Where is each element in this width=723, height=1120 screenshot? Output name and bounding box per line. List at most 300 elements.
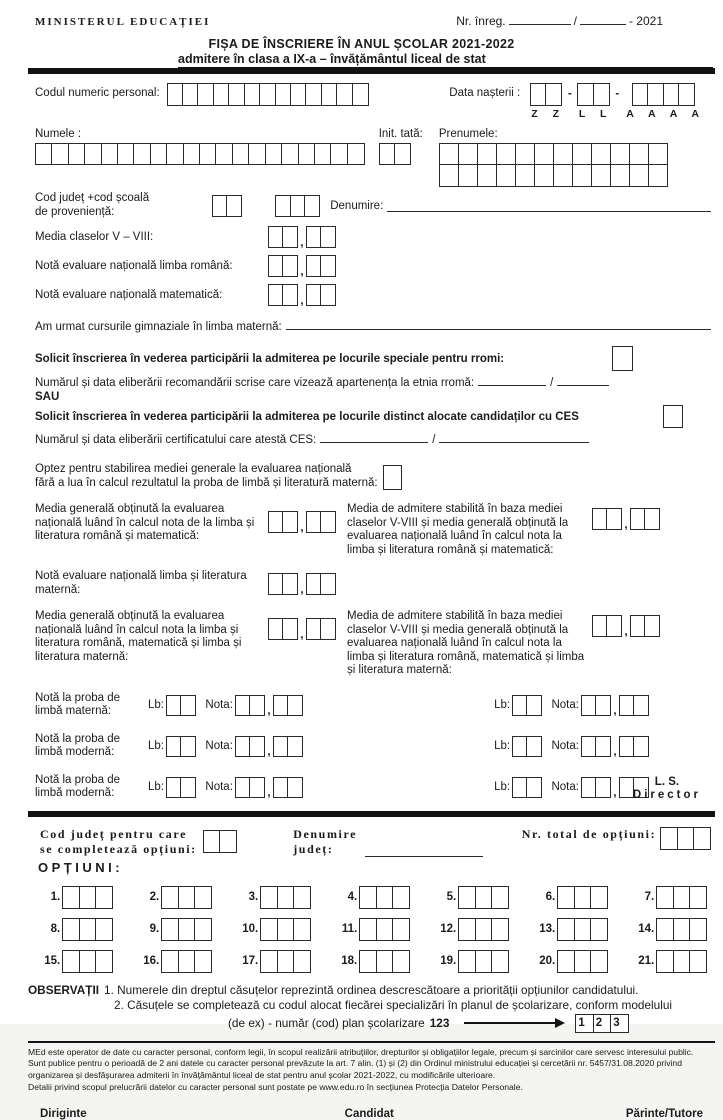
input-cell[interactable] xyxy=(475,886,493,909)
input-cell[interactable] xyxy=(287,736,303,757)
input-cell[interactable] xyxy=(282,573,298,595)
ev-romana-int xyxy=(268,255,298,277)
media-a-left-frac xyxy=(306,511,336,533)
input-cell[interactable] xyxy=(629,164,650,187)
input-cell[interactable] xyxy=(610,164,631,187)
input-cell[interactable] xyxy=(595,695,611,716)
media-a-left-boxes xyxy=(268,511,336,533)
birth-day-sub: Z Z xyxy=(531,108,565,120)
input-cell[interactable] xyxy=(591,164,612,187)
input-cell[interactable] xyxy=(287,777,303,798)
input-cell[interactable] xyxy=(180,736,196,757)
rromi-doc-date-field[interactable] xyxy=(557,373,609,386)
media-b-left-boxes xyxy=(268,618,336,640)
options-header-row xyxy=(0,827,723,857)
example-text: (de ex) - număr (cod) plan școlarizare xyxy=(228,1015,425,1030)
option-code-boxes xyxy=(656,886,707,909)
option-code-boxes xyxy=(62,918,113,941)
option-number: 12. xyxy=(440,923,457,935)
input-cell[interactable] xyxy=(298,143,316,165)
ev-mate-comma: , xyxy=(300,295,304,307)
lb-label: Lb: xyxy=(148,699,164,711)
input-cell[interactable] xyxy=(572,164,593,187)
option-item xyxy=(218,886,317,909)
ev-materna-row xyxy=(35,570,711,597)
signature-candidat: Candidat xyxy=(344,1107,394,1120)
input-cell[interactable] xyxy=(277,950,295,973)
input-cell[interactable] xyxy=(591,143,612,166)
media-b-right-boxes xyxy=(592,615,660,637)
input-cell[interactable] xyxy=(491,886,509,909)
input-cell[interactable] xyxy=(557,950,575,973)
input-cell[interactable] xyxy=(475,918,493,941)
options-county-label-2: se completează opțiuni: xyxy=(40,841,197,856)
lb-label: Lb: xyxy=(148,781,164,793)
input-cell[interactable] xyxy=(689,918,707,941)
option-item xyxy=(317,886,416,909)
lastname-block xyxy=(35,128,365,168)
input-cell[interactable] xyxy=(633,736,649,757)
input-cell[interactable] xyxy=(178,886,196,909)
input-cell[interactable] xyxy=(260,886,278,909)
father-initial-block xyxy=(379,128,423,168)
input-cell[interactable] xyxy=(282,511,298,533)
privacy-notice xyxy=(0,1043,723,1094)
input-cell[interactable] xyxy=(199,143,217,165)
input-cell[interactable] xyxy=(689,950,707,973)
input-cell[interactable] xyxy=(178,918,196,941)
input-cell[interactable] xyxy=(526,736,542,757)
input-cell[interactable] xyxy=(678,83,695,106)
input-cell[interactable] xyxy=(392,918,410,941)
input-cell[interactable] xyxy=(249,777,265,798)
input-cell[interactable] xyxy=(491,950,509,973)
options-county-label-1: Cod județ pentru care xyxy=(40,826,188,841)
proba-moderna1-row xyxy=(35,733,711,760)
input-cell[interactable] xyxy=(394,143,411,165)
option-number: 1. xyxy=(50,891,61,903)
birth-label: Data nașterii : xyxy=(449,87,521,99)
ces-detail-slash: / xyxy=(432,434,436,446)
options-county-name-field[interactable] xyxy=(365,844,483,857)
input-cell[interactable] xyxy=(477,143,498,166)
input-cell[interactable] xyxy=(260,918,278,941)
reg-label: Nr. înreg. xyxy=(456,14,506,28)
input-cell[interactable] xyxy=(287,695,303,716)
birth-month-group xyxy=(575,83,613,120)
proba-moderna2-label-2: limbă modernă: xyxy=(35,787,115,799)
input-cell[interactable] xyxy=(458,918,476,941)
input-cell[interactable] xyxy=(689,886,707,909)
input-cell[interactable] xyxy=(293,950,311,973)
rromi-detail-slash: / xyxy=(550,377,554,389)
input-cell[interactable] xyxy=(161,886,179,909)
input-cell[interactable] xyxy=(574,918,592,941)
ces-doc-date-field[interactable] xyxy=(439,430,589,443)
materna-courses-label: Am urmat cursurile gimnaziale în limba maternă: xyxy=(35,321,282,333)
birth-year-group xyxy=(622,83,705,120)
input-cell[interactable] xyxy=(644,615,660,637)
input-cell[interactable] xyxy=(593,83,610,106)
input-cell[interactable] xyxy=(572,143,593,166)
input-cell[interactable] xyxy=(320,226,336,248)
input-cell[interactable] xyxy=(62,950,80,973)
input-cell[interactable] xyxy=(673,918,691,941)
ev-materna-label: Notă evaluare națională limba și literatura maternă: xyxy=(35,570,247,596)
form-title-line1: FIȘA DE ÎNSCRIERE ÎN ANUL ȘCOLAR 2021-2022 xyxy=(208,37,515,51)
input-cell[interactable] xyxy=(660,827,678,850)
input-cell[interactable] xyxy=(161,950,179,973)
input-cell[interactable] xyxy=(515,143,536,166)
input-cell[interactable] xyxy=(458,143,479,166)
school-code-boxes xyxy=(275,195,320,217)
options-total-block xyxy=(522,827,711,850)
nota-frac-boxes xyxy=(273,695,303,716)
input-cell[interactable] xyxy=(673,950,691,973)
input-cell[interactable] xyxy=(352,83,369,106)
input-cell[interactable] xyxy=(629,143,650,166)
input-cell[interactable] xyxy=(282,226,298,248)
media-a-left-int xyxy=(268,511,298,533)
input-cell[interactable] xyxy=(249,695,265,716)
input-cell[interactable] xyxy=(458,950,476,973)
input-cell[interactable] xyxy=(595,736,611,757)
input-cell[interactable] xyxy=(574,886,592,909)
input-cell[interactable] xyxy=(226,195,242,217)
media-a-right-boxes xyxy=(592,508,660,530)
media-v-viii-int xyxy=(268,226,298,248)
input-cell[interactable] xyxy=(526,777,542,798)
input-cell[interactable] xyxy=(282,284,298,306)
input-cell[interactable] xyxy=(590,950,608,973)
nota-comma: , xyxy=(267,745,271,758)
ev-romana-label: Notă evaluare națională limba română: xyxy=(35,260,233,272)
ces-detail-label: Numărul și data eliberării certificatului care atestă CES: xyxy=(35,434,317,446)
option-code-boxes xyxy=(557,886,608,909)
ev-materna-int xyxy=(268,573,298,595)
option-item xyxy=(218,950,317,973)
media-b-right-comma: , xyxy=(624,626,628,638)
observation-2: 2. Căsuțele se completează cu codul alocat fiecărei specializări în planul de școlarizare, conform modelului xyxy=(114,997,673,1012)
input-cell[interactable] xyxy=(51,143,69,165)
input-cell[interactable] xyxy=(475,950,493,973)
input-cell[interactable] xyxy=(673,886,691,909)
input-cell[interactable] xyxy=(248,143,266,165)
input-cell[interactable] xyxy=(376,918,394,941)
option-code-boxes xyxy=(62,950,113,973)
option-number: 5. xyxy=(446,891,457,903)
input-cell[interactable] xyxy=(677,827,695,850)
input-cell[interactable] xyxy=(359,886,377,909)
input-cell[interactable] xyxy=(180,777,196,798)
input-cell[interactable] xyxy=(693,827,711,850)
media-a-right-int xyxy=(592,508,622,530)
nota-int-boxes xyxy=(581,777,611,798)
option-item xyxy=(416,950,515,973)
input-cell[interactable] xyxy=(534,164,555,187)
input-cell[interactable] xyxy=(515,164,536,187)
input-cell[interactable] xyxy=(330,143,348,165)
materna-courses-row xyxy=(35,317,711,333)
ces-request-row xyxy=(35,405,711,428)
birth-month-boxes xyxy=(577,83,609,106)
input-cell[interactable] xyxy=(648,164,669,187)
input-cell[interactable] xyxy=(392,886,410,909)
option-code-boxes xyxy=(359,918,410,941)
birth-dash-1: - xyxy=(568,88,572,100)
school-origin-row xyxy=(35,192,711,219)
input-cell[interactable] xyxy=(458,886,476,909)
input-cell[interactable] xyxy=(79,950,97,973)
reg-number-field[interactable] xyxy=(509,12,571,25)
optez-row xyxy=(35,462,711,490)
input-cell[interactable] xyxy=(68,143,86,165)
input-cell[interactable] xyxy=(95,950,113,973)
input-cell[interactable] xyxy=(277,918,295,941)
optez-label-2: fără a lua în calcul rezultatul la proba de limbă și literatură maternă: xyxy=(35,477,378,489)
option-code-boxes xyxy=(458,886,509,909)
optez-checkbox[interactable] xyxy=(383,465,402,490)
form-header xyxy=(0,0,723,28)
input-cell[interactable] xyxy=(526,695,542,716)
option-number: 20. xyxy=(539,955,556,967)
option-item xyxy=(515,918,614,941)
input-cell[interactable] xyxy=(79,886,97,909)
birth-date-block xyxy=(449,83,705,120)
privacy-paragraph-2: Detalii privind scopul prelucrării datelor cu caracter personal sunt postate pe www.edu.ro în secțiunea Protecția Datelor Personale. xyxy=(28,1082,523,1093)
input-cell[interactable] xyxy=(553,143,574,166)
input-cell[interactable] xyxy=(62,886,80,909)
input-cell[interactable] xyxy=(166,143,184,165)
signature-parinte: Părinte/Tutore xyxy=(625,1107,703,1120)
input-cell[interactable] xyxy=(293,918,311,941)
input-cell[interactable] xyxy=(491,918,509,941)
input-cell[interactable] xyxy=(183,143,201,165)
input-cell[interactable] xyxy=(232,143,250,165)
options-county-boxes xyxy=(203,830,237,853)
input-cell[interactable] xyxy=(496,164,517,187)
input-cell[interactable] xyxy=(557,918,575,941)
input-cell[interactable] xyxy=(320,618,336,640)
input-cell[interactable] xyxy=(359,950,377,973)
input-cell[interactable] xyxy=(359,918,377,941)
nota-frac-boxes xyxy=(619,736,649,757)
lastname-boxes xyxy=(35,143,365,165)
input-cell[interactable] xyxy=(656,886,674,909)
form-title-line2: admitere în clasa a IX-a – învățământul liceal de stat xyxy=(178,52,486,66)
proba-materna-label xyxy=(35,692,148,719)
birth-year-boxes xyxy=(632,83,695,106)
media-block-a xyxy=(35,503,711,557)
nota-int-boxes xyxy=(581,736,611,757)
option-code-boxes xyxy=(161,950,212,973)
option-item xyxy=(317,918,416,941)
input-cell[interactable] xyxy=(35,143,53,165)
proba-materna-right-group xyxy=(494,695,649,716)
input-cell[interactable] xyxy=(281,143,299,165)
birth-year-sub: A A A A xyxy=(626,108,705,120)
registration-number xyxy=(456,12,663,28)
option-code-boxes xyxy=(557,918,608,941)
input-cell[interactable] xyxy=(95,918,113,941)
materna-language-field[interactable] xyxy=(286,317,711,330)
option-item xyxy=(20,950,119,973)
input-cell[interactable] xyxy=(178,950,196,973)
input-cell[interactable] xyxy=(633,695,649,716)
input-cell[interactable] xyxy=(557,886,575,909)
input-cell[interactable] xyxy=(161,918,179,941)
input-cell[interactable] xyxy=(534,143,555,166)
county-code-boxes xyxy=(212,195,242,217)
input-cell[interactable] xyxy=(606,615,622,637)
input-cell[interactable] xyxy=(180,695,196,716)
input-cell[interactable] xyxy=(553,164,574,187)
input-cell[interactable] xyxy=(95,886,113,909)
ev-materna-boxes xyxy=(268,573,336,595)
example-model-cell: 2 xyxy=(593,1014,612,1033)
input-cell[interactable] xyxy=(194,950,212,973)
option-number: 17. xyxy=(242,955,259,967)
input-cell[interactable] xyxy=(496,143,517,166)
input-cell[interactable] xyxy=(545,83,562,106)
ev-romana-comma: , xyxy=(300,266,304,278)
proba-moderna2-left-group xyxy=(148,777,303,798)
input-cell[interactable] xyxy=(293,886,311,909)
option-number: 15. xyxy=(44,955,61,967)
ev-mate-int xyxy=(268,284,298,306)
input-cell[interactable] xyxy=(656,950,674,973)
ministry-title: MINISTERUL EDUCAȚIEI xyxy=(35,16,211,28)
school-name-field[interactable] xyxy=(387,199,711,212)
proba-moderna2-row xyxy=(35,774,711,801)
input-cell[interactable] xyxy=(219,830,237,853)
ces-checkbox[interactable] xyxy=(663,405,683,428)
reg-date-field[interactable] xyxy=(580,12,626,25)
nota-frac-boxes xyxy=(619,695,649,716)
proba-moderna1-right-group xyxy=(494,736,649,757)
input-cell[interactable] xyxy=(215,143,233,165)
input-cell[interactable] xyxy=(392,950,410,973)
input-cell[interactable] xyxy=(282,255,298,277)
input-cell[interactable] xyxy=(376,886,394,909)
input-cell[interactable] xyxy=(101,143,119,165)
input-cell[interactable] xyxy=(320,255,336,277)
input-cell[interactable] xyxy=(79,918,97,941)
input-cell[interactable] xyxy=(314,143,332,165)
school-code-label-2: de proveniență: xyxy=(35,205,115,218)
option-code-boxes xyxy=(359,950,410,973)
input-cell[interactable] xyxy=(249,736,265,757)
input-cell[interactable] xyxy=(606,508,622,530)
input-cell[interactable] xyxy=(320,284,336,306)
options-title: OPȚIUNI: xyxy=(38,859,124,875)
nota-int-boxes xyxy=(235,695,265,716)
media-b-left-label: Media generală obținută la evaluarea națională luând în calcul nota la limba și literatura română, matematică și limba și literatura maternă: xyxy=(35,610,242,663)
names-row xyxy=(35,128,711,185)
option-number: 13. xyxy=(539,923,556,935)
option-item xyxy=(416,918,515,941)
option-item xyxy=(614,950,713,973)
input-cell[interactable] xyxy=(277,886,295,909)
input-cell[interactable] xyxy=(282,618,298,640)
input-cell[interactable] xyxy=(265,143,283,165)
input-cell[interactable] xyxy=(477,164,498,187)
media-b-left-frac xyxy=(306,618,336,640)
input-cell[interactable] xyxy=(320,511,336,533)
input-cell[interactable] xyxy=(644,508,660,530)
input-cell[interactable] xyxy=(84,143,102,165)
input-cell[interactable] xyxy=(260,950,278,973)
rromi-doc-number-field[interactable] xyxy=(478,373,546,386)
example-code: 123 xyxy=(429,1015,450,1030)
lb-boxes xyxy=(166,695,196,716)
input-cell[interactable] xyxy=(656,918,674,941)
nota-label: Nota: xyxy=(205,740,233,752)
option-number: 14. xyxy=(638,923,655,935)
option-number: 11. xyxy=(341,923,358,935)
input-cell[interactable] xyxy=(439,164,460,187)
cnp-label: Codul numeric personal: xyxy=(35,87,160,99)
media-a-right-label: Media de admitere stabilită în baza mediei claselor V-VIII și media generală obținută la evaluarea națională luând în calcul nota la limba și literatura română și matematică: xyxy=(347,503,569,556)
options-grid xyxy=(0,886,723,973)
option-item xyxy=(614,918,713,941)
ces-detail-row xyxy=(35,430,711,446)
proba-moderna1-left-group xyxy=(148,736,303,757)
input-cell[interactable] xyxy=(347,143,365,165)
input-cell[interactable] xyxy=(590,886,608,909)
media-v-viii-comma: , xyxy=(300,237,304,249)
media-b-left-int xyxy=(268,618,298,640)
reg-slash: / xyxy=(573,14,577,28)
input-cell[interactable] xyxy=(117,143,135,165)
nota-frac-boxes xyxy=(273,777,303,798)
ev-romana-frac xyxy=(306,255,336,277)
input-cell[interactable] xyxy=(574,950,592,973)
input-cell[interactable] xyxy=(595,777,611,798)
rromi-checkbox[interactable] xyxy=(612,346,633,371)
input-cell[interactable] xyxy=(62,918,80,941)
input-cell[interactable] xyxy=(376,950,394,973)
option-code-boxes xyxy=(260,918,311,941)
divider-bar-top xyxy=(28,68,715,74)
example-model-cell: 1 xyxy=(575,1014,594,1033)
proba-moderna2-label xyxy=(35,774,148,801)
input-cell[interactable] xyxy=(194,918,212,941)
option-number: 16. xyxy=(143,955,160,967)
input-cell[interactable] xyxy=(320,573,336,595)
input-cell[interactable] xyxy=(590,918,608,941)
input-cell[interactable] xyxy=(304,195,320,217)
input-cell[interactable] xyxy=(194,886,212,909)
birth-month-sub: L L xyxy=(578,108,613,120)
input-cell[interactable] xyxy=(458,164,479,187)
firstname-boxes xyxy=(439,143,667,185)
media-b-right-frac xyxy=(630,615,660,637)
input-cell[interactable] xyxy=(648,143,669,166)
options-county-name-label xyxy=(293,827,357,857)
nota-int-boxes xyxy=(581,695,611,716)
input-cell[interactable] xyxy=(150,143,168,165)
input-cell[interactable] xyxy=(203,830,221,853)
input-cell[interactable] xyxy=(439,143,460,166)
ev-materna-frac xyxy=(306,573,336,595)
nota-label: Nota: xyxy=(205,699,233,711)
options-county-name-label-1: Denumire xyxy=(293,826,358,841)
ces-doc-number-field[interactable] xyxy=(320,430,428,443)
cnp-row xyxy=(35,83,711,120)
input-cell[interactable] xyxy=(610,143,631,166)
input-cell[interactable] xyxy=(133,143,151,165)
